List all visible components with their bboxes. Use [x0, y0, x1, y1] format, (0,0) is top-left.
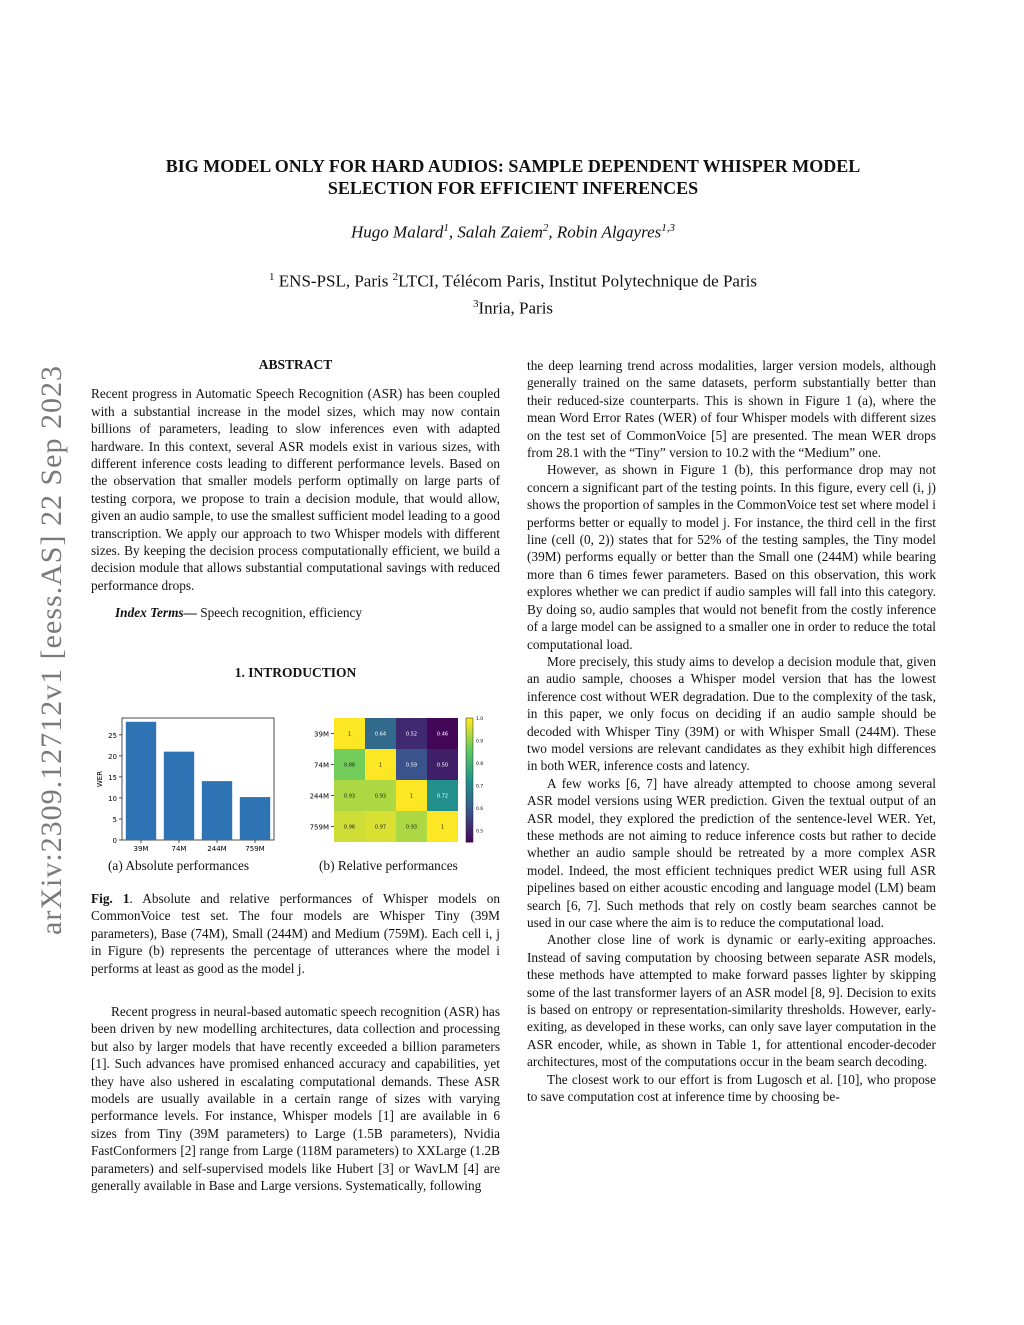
right-paragraph-3: More precisely, this study aims to develop a decision module that, given an audio sample, chooses a Whisper model version that has the lowest inference cost without WER degradation. Due to the complexity of the task, in this paper, we only focus on deciding if an audio sample should be decoded with Whisper Tiny (39M) or with Whisper Small (244M). These two model versions are relevant candidates as they exhibit high differences in both WER, inference costs and latency.: [527, 653, 936, 774]
colorbar-segment: [466, 737, 473, 741]
right-paragraph-1: the deep learning trend across modalities, larger version models, although generally trained on the same datasets, perform substantially better than their reduced-size counterparts. This is shown in Figure 1 (a), where the mean Word Error Rates (WER) of four Whisper models with different sizes on the test set of CommonVoice [5] are presented. The mean WER drops from 28.1 with the “Tiny” version to 10.2 with the “Medium” one.: [527, 358, 936, 461]
author-2: Salah Zaiem: [457, 222, 543, 242]
cell-label: 1: [378, 762, 383, 769]
colorbar-segment: [466, 814, 473, 818]
intro-left-text: [91, 1003, 500, 1194]
authors: Hugo Malard$^1$, Salah Zaiem$^2$, Robin Algayres$^{1,3}$: [351, 222, 675, 242]
colorbar-segment: [466, 808, 473, 812]
cell-label: 0.97: [374, 824, 387, 831]
colorbar-segment: [466, 792, 473, 796]
bar-74M: [164, 752, 194, 840]
row-label: 759M: [309, 823, 329, 832]
intro-heading: 1. INTRODUCTION: [234, 665, 357, 680]
cell-label: 0.96: [343, 824, 356, 831]
abstract-text: Recent progress in Automatic Speech Recognition (ASR) has been coupled with a substantial increase in the model sizes, which may now contain billions of parameters, leading to slow inferences even with adapted hardware. In this context, several ASR models exist in various sizes, with different inference costs leading to different performance levels. Based on the observation that smaller models perform optimally on large parts of testing corpora, we propose to train a decision module, that would allow, given an audio sample, to use the smallest sufficient model leading to a good transcription. We apply our approach to two Whisper models with different sizes. By keeping the decision process computationally efficient, we build a decision module that allows substantial computational savings with reduced performance drops.: [91, 386, 500, 593]
colorbar-segment: [466, 836, 473, 840]
cell-label: 0.93: [374, 793, 387, 800]
colorbar-segment: [466, 777, 473, 781]
cell-label: 0.93: [405, 824, 418, 831]
colorbar-segment: [466, 780, 473, 784]
right-paragraph-2: However, as shown in Figure 1 (b), this performance drop may not concern a significant part of the testing points. In this figure, every cell (i, j) shows the proportion of samples in the CommonVoice test set where model i performs better or equally to model j. For instance, the third cell in the first line (cell (0, 2)) states that for 52% of the testing samples, the Tiny model (39M) performs equally or better than the Small one (244M) while bearing more than 6 times fewer parameters. Based on this observation, this work explores whether we can predict if audio samples will fall into this category. By doing so, audio samples that would not benefit from the costly inference of a large model can be assigned to a smaller one in order to reduce the total computational load.: [527, 462, 936, 652]
colorbar-segment: [466, 796, 473, 800]
title-line-2: SELECTION FOR EFFICIENT INFERENCES: [327, 178, 699, 198]
row-label: 39M: [314, 730, 329, 739]
index-terms-text: Speech recognition, efficiency: [200, 605, 363, 621]
x-tick-label: 74M: [171, 845, 187, 853]
colorbar-segment: [466, 817, 473, 821]
colorbar-segment: [466, 811, 473, 815]
intro-heading-wrap: [91, 664, 500, 681]
author-1: Hugo Malard: [351, 222, 444, 242]
caption-text: . Absolute and relative performances of Whisper models on CommonVoice test set. The four models are Whisper Tiny (39M parameters), Base (74M), Small (244M) and Medium (759M). Each cell i, j in Figure (b) represents the percentage of utterances where the model i performs at least as good as the model j.: [91, 891, 500, 976]
cell-label: 0.72: [436, 793, 449, 800]
affil-sup-3: 3: [472, 297, 479, 310]
cell-label: 0.59: [405, 762, 418, 769]
cell-label: 0.88: [343, 762, 356, 769]
abstract-heading: ABSTRACT: [258, 357, 333, 372]
colorbar-segment: [466, 820, 473, 824]
colorbar-segment: [466, 802, 473, 806]
cell-label: 1: [440, 824, 445, 831]
colorbar-segment: [466, 746, 473, 750]
colorbar-segment: [466, 786, 473, 790]
row-label: 244M: [309, 792, 329, 801]
colorbar-segment: [466, 761, 473, 765]
cell-label: 1: [409, 793, 414, 800]
y-tick-label: 10: [108, 794, 117, 803]
colorbar-segment: [466, 752, 473, 756]
colorbar-segment: [466, 771, 473, 775]
author-3: Robin Algayres: [556, 222, 662, 242]
subfigure-a-label: (a) Absolute performances: [108, 858, 250, 873]
y-tick-label: 5: [112, 815, 117, 824]
colorbar-tick-label: 0.6: [476, 807, 484, 813]
heatmap-chart: [300, 712, 500, 854]
cell-label: 0.50: [436, 762, 449, 769]
paper-title: [90, 155, 936, 199]
colorbar-segment: [466, 740, 473, 744]
colorbar-segment: [466, 833, 473, 837]
right-paragraph-6: The closest work to our effort is from Lugosch et al. [10], who propose to save computation cost at inference time by choosing be-: [527, 1071, 936, 1105]
x-tick-label: 39M: [133, 845, 149, 853]
colorbar-tick-label: 0.7: [476, 784, 484, 790]
author-1-sup: 1: [443, 222, 449, 234]
bar-chart: [90, 712, 280, 854]
affiliations: [90, 266, 936, 319]
colorbar-segment: [466, 823, 473, 827]
row-label: 74M: [314, 761, 329, 770]
x-tick-label: 759M: [245, 845, 265, 853]
subfigure-b-label: (b) Relative performances: [319, 858, 458, 873]
caption-label: Fig. 1: [91, 891, 130, 906]
colorbar-segment: [466, 743, 473, 747]
colorbar-segment: [466, 730, 473, 734]
y-tick-label: 0: [112, 837, 117, 845]
colorbar-segment: [466, 783, 473, 787]
bar-759M: [240, 797, 270, 840]
affil-sup-2: 2: [392, 271, 399, 283]
colorbar-segment: [466, 827, 473, 831]
colorbar-tick-label: 0.9: [476, 739, 484, 745]
colorbar-segment: [466, 749, 473, 753]
colorbar-segment: [466, 718, 473, 722]
author-3-sup: 1,3: [661, 222, 675, 234]
cell-label: 0.46: [436, 731, 449, 738]
y-tick-label: 15: [108, 773, 117, 782]
colorbar-segment: [466, 755, 473, 759]
index-terms-label: Index Terms—: [115, 605, 197, 621]
colorbar-segment: [466, 768, 473, 772]
colorbar-tick-label: 0.8: [476, 762, 484, 768]
affil-2: LTCI, Télécom Paris, Institut Polytechnique de Paris: [398, 271, 757, 291]
colorbar-tick-label: 0.5: [476, 829, 484, 835]
colorbar-segment: [466, 774, 473, 778]
bar-244M: [202, 781, 232, 840]
figure-caption: [91, 890, 500, 977]
colorbar-segment: [466, 721, 473, 725]
y-tick-label: 25: [108, 731, 117, 740]
colorbar-segment: [466, 724, 473, 728]
colorbar-tick-label: 1.0: [476, 717, 484, 722]
cell-label: 0.93: [343, 793, 356, 800]
affil-3: Inria, Paris: [478, 298, 554, 318]
cell-label: 0.52: [405, 731, 418, 738]
right-paragraph-5: Another close line of work is dynamic or early-exiting approaches. Instead of saving computation by choosing between separate ASR models, these methods have attempted to make forward passes lighter by skipping some of the last transformer layers of an ASR model [8, 9]. Decision to exits is based on entropy or representation-similarity thresholds. However, early-exiting, as developed in these works, can only save layer computation in the ASR encoder, while, as shown in Table 1, for attentional encoder-decoder architectures, most of the computations occur in the beam search decoding.: [527, 932, 936, 1070]
affil-sup-1: 1: [269, 271, 275, 283]
intro-paragraph-1: Recent progress in neural-based automatic speech recognition (ASR) has been driven by new modelling architectures, data collection and processing but also by larger models that have recently exceeded a billion parameters [1]. Such advances have promised enhanced accuracy and capabilities, yet they have also ushered in escalating computational demands. These ASR models are usually available in a certain range of sizes with varying performance levels. For instance, Whisper models [1] are available in 6 sizes from Tiny (39M parameters) to Large (1.5B parameters), Nvidia FastConformers [2] range from Large (118M parameters) to XXLarge (1.2B parameters) and self-supervised models like Hubert [3] or WavLM [4] are generally available in Base and Large versions. Systematically, following: [91, 1004, 500, 1194]
colorbar-segment: [466, 799, 473, 803]
cell-label: 0.64: [374, 731, 387, 738]
y-tick-label: 20: [108, 752, 117, 761]
cell-label: 1: [347, 731, 352, 738]
colorbar-segment: [466, 734, 473, 738]
abstract-section: [91, 356, 500, 622]
bar-39M: [126, 722, 156, 840]
right-paragraph-4: A few works [6, 7] have already attempted to choose among several ASR model versions using WER prediction. Given the textual output of an ASR model, they explored the prediction of the sentence-level WER. Yet, these methods are not aiming to reduce inference costs but rather to decide whether an audio sample should be retreated by a more complex ASR model. Indeed, the most efficient techniques predict WER using full ASR pipelines based on either acoustic encoding and language model (LM) beam search [6, 7]. Such methods that rely on costly beam searches cannot be used in our case where the aim is to reduce the computational load.: [527, 775, 936, 930]
author-2-sup: 2: [542, 222, 549, 234]
colorbar-segment: [466, 789, 473, 793]
colorbar-segment: [466, 765, 473, 769]
right-column: [527, 357, 936, 1105]
colorbar-segment: [466, 727, 473, 731]
x-tick-label: 244M: [207, 845, 227, 853]
colorbar-segment: [466, 805, 473, 809]
arxiv-identifier: arXiv:2309.12712v1 [eess.AS] 22 Sep 2023: [35, 365, 68, 935]
colorbar-segment: [466, 830, 473, 834]
y-axis-label: WER: [96, 770, 104, 788]
index-terms: [91, 604, 500, 621]
title-line-1: BIG MODEL ONLY FOR HARD AUDIOS: SAMPLE DEPENDENT WHISPER MODEL: [165, 156, 861, 176]
colorbar-segment: [466, 758, 473, 762]
affil-1: ENS-PSL, Paris: [278, 271, 389, 291]
